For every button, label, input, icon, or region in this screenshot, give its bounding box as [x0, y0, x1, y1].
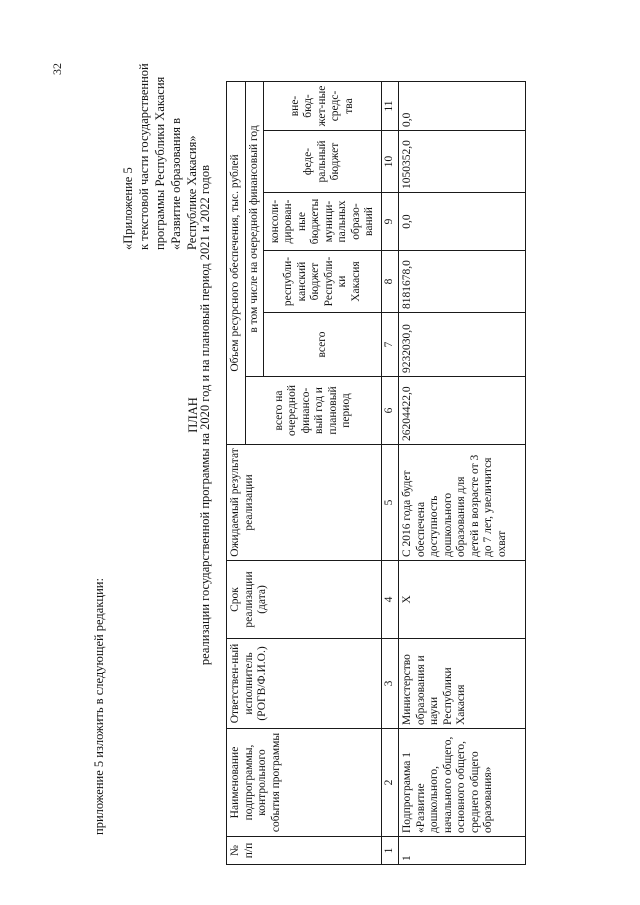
- header-num: № п/п: [227, 837, 382, 865]
- column-numbers-row: [382, 82, 399, 865]
- row-total-period: 26204422,0: [399, 377, 526, 445]
- row-federal-budget: 1050352,0: [399, 131, 526, 193]
- header-total-period: всего на очередной финансо-вый год и плановый период: [245, 377, 382, 445]
- row-extra-budget: 0,0: [399, 82, 526, 131]
- row-municipal-budget: 0,0: [399, 193, 526, 251]
- plan-table: [226, 81, 526, 865]
- table-row: [399, 82, 526, 865]
- page-number: 32: [50, 63, 64, 75]
- header-republic-budget: республи-канский бюджет Республи-ки Хакасия: [264, 251, 382, 313]
- column-number: 3: [382, 639, 399, 729]
- column-number: 1: [382, 837, 399, 865]
- header-municipal-budget: консоли-дирован-ные бюджеты муници-пальных образо-ваний: [264, 193, 382, 251]
- header-current-year: в том числе на очередной финансовый год: [245, 82, 264, 377]
- header-deadline: Срок реализации (дата): [227, 561, 382, 639]
- header-name: Наименование подпрограммы, контрольного события программы: [227, 729, 382, 837]
- plan-title: ПЛАН: [186, 397, 200, 433]
- column-number: 2: [382, 729, 399, 837]
- row-total: 9232030,0: [399, 313, 526, 377]
- row-republic-budget: 8181678,0: [399, 251, 526, 313]
- plan-subtitle: реализации государственной программы на 2020 год и на плановый период 2021 и 2022 годов: [198, 164, 212, 666]
- row-deadline: Х: [399, 561, 526, 639]
- header-row-1: [227, 82, 246, 865]
- column-number: 4: [382, 561, 399, 639]
- header-funding: Объем ресурсного обеспечения, тыс. рублей: [227, 82, 246, 445]
- row-num: 1: [399, 837, 526, 865]
- row-name: Подпрограмма 1 «Развитие дошкольного, начального общего, основного общего, среднего общего образования»: [399, 729, 526, 837]
- header-total: всего: [264, 313, 382, 377]
- column-number: 10: [382, 131, 399, 193]
- row-result: С 2016 года будет обеспечена доступность дошкольного образования для детей в возрасте от 3 до 7 лет, увеличится охват: [399, 445, 526, 561]
- column-number: 5: [382, 445, 399, 561]
- column-number: 7: [382, 313, 399, 377]
- header-executor: Ответствен-ный исполнитель (РОГВ/Ф.И.О.): [227, 639, 382, 729]
- column-number: 9: [382, 193, 399, 251]
- header-result: Ожидаемый результат реализации: [227, 445, 382, 561]
- row-executor: Министерство образования и науки Республики Хакасия: [399, 639, 526, 729]
- column-number: 6: [382, 377, 399, 445]
- header-extra-budget: вне-бюд-жет-ные средс-тва: [264, 82, 382, 131]
- appendix-note: «Приложение 5 к текстовой части государственной программы Республики Хакасия «Развитие образования в Республике Хакасия»: [121, 63, 199, 250]
- header-federal-budget: феде-ральный бюджет: [264, 131, 382, 193]
- column-number: 8: [382, 251, 399, 313]
- intro-text: приложение 5 изложить в следующей редакции:: [92, 578, 106, 835]
- column-number: 11: [382, 82, 399, 131]
